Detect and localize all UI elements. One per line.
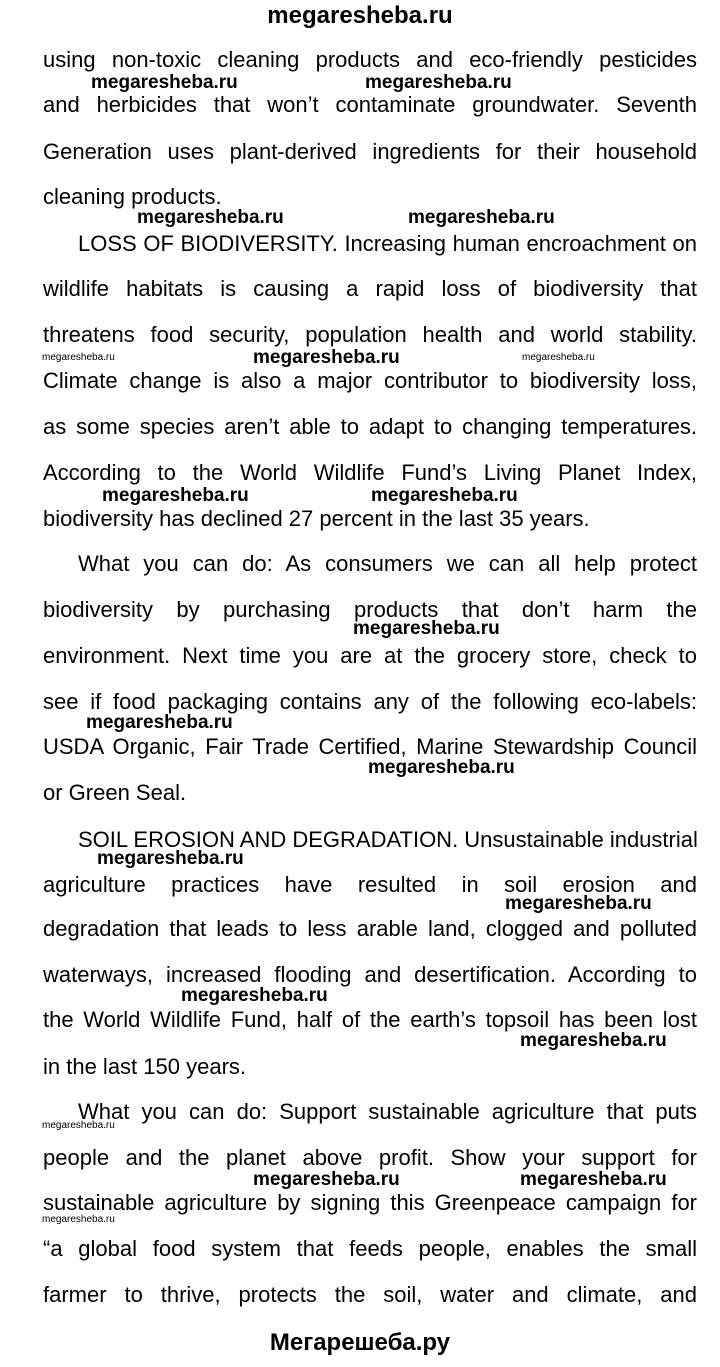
watermark: megaresheba.ru: [408, 207, 555, 228]
text-line: using non-toxic cleaning products and eco-friendly pesticides: [43, 47, 697, 72]
watermark: megaresheba.ru: [522, 352, 595, 363]
text-line: or Green Seal.: [43, 780, 187, 805]
watermark: megaresheba.ru: [505, 893, 652, 914]
text-line: waterways, increased flooding and desertification. According to: [43, 962, 697, 987]
text-line: What you can do: As consumers we can all help protect: [78, 551, 697, 576]
text-line: sustainable agriculture by signing this Greenpeace campaign for: [43, 1190, 697, 1215]
text-line: cleaning products.: [43, 184, 222, 209]
watermark: megaresheba.ru: [371, 485, 518, 506]
watermark: megaresheba.ru: [137, 207, 284, 228]
section-heading-biodiversity: LOSS OF BIODIVERSITY. Increasing human encroachment on: [78, 231, 697, 256]
text-line: wildlife habitats is causing a rapid loss of biodiversity that: [43, 276, 697, 301]
text-line: and herbicides that won’t contaminate groundwater. Seventh: [43, 92, 697, 117]
text-line: What you can do: Support sustainable agriculture that puts: [78, 1099, 697, 1124]
watermark: megaresheba.ru: [253, 1169, 400, 1190]
text-line: as some species aren’t able to adapt to changing temperatures.: [43, 414, 697, 439]
text-line: Generation uses plant-derived ingredients for their household: [43, 139, 697, 164]
watermark: megaresheba.ru: [520, 1169, 667, 1190]
text-line: agriculture practices have resulted in soil erosion and: [43, 872, 697, 897]
site-header: megaresheba.ru: [267, 2, 453, 29]
watermark: megaresheba.ru: [368, 757, 515, 778]
text-line: biodiversity has declined 27 percent in the last 35 years.: [43, 506, 590, 531]
watermark: megaresheba.ru: [42, 352, 115, 363]
text-line: USDA Organic, Fair Trade Certified, Marine Stewardship Council: [43, 734, 697, 759]
watermark: megaresheba.ru: [91, 72, 238, 93]
watermark: megaresheba.ru: [520, 1030, 667, 1051]
watermark: megaresheba.ru: [42, 1214, 115, 1225]
text-line: Climate change is also a major contributor to biodiversity loss,: [43, 368, 697, 393]
text-line: degradation that leads to less arable land, clogged and polluted: [43, 916, 697, 941]
text-line: According to the World Wildlife Fund’s Living Planet Index,: [43, 460, 697, 485]
watermark: megaresheba.ru: [365, 72, 512, 93]
watermark: megaresheba.ru: [353, 618, 500, 639]
text-line: people and the planet above profit. Show your support for: [43, 1145, 697, 1170]
site-footer: Мегарешеба.ру: [269, 1329, 451, 1356]
text-line: biodiversity by purchasing products that don’t harm the: [43, 597, 697, 622]
text-line: see if food packaging contains any of the following eco-labels:: [43, 689, 697, 714]
watermark: megaresheba.ru: [181, 985, 328, 1006]
watermark: megaresheba.ru: [86, 712, 233, 733]
text-line: threatens food security, population health and world stability.: [43, 322, 697, 347]
text-line: the World Wildlife Fund, half of the earth’s topsoil has been lost: [43, 1007, 697, 1032]
section-heading-soil: SOIL EROSION AND DEGRADATION. Unsustainable industrial: [78, 827, 698, 852]
text-line: environment. Next time you are at the grocery store, check to: [43, 643, 697, 668]
watermark: megaresheba.ru: [102, 485, 249, 506]
text-line: in the last 150 years.: [43, 1054, 247, 1079]
text-line: “a global food system that feeds people, enables the small: [43, 1236, 697, 1261]
text-line: farmer to thrive, protects the soil, water and climate, and: [43, 1282, 697, 1307]
watermark: megaresheba.ru: [42, 1120, 115, 1131]
watermark: megaresheba.ru: [253, 347, 400, 368]
watermark: megaresheba.ru: [97, 848, 244, 869]
